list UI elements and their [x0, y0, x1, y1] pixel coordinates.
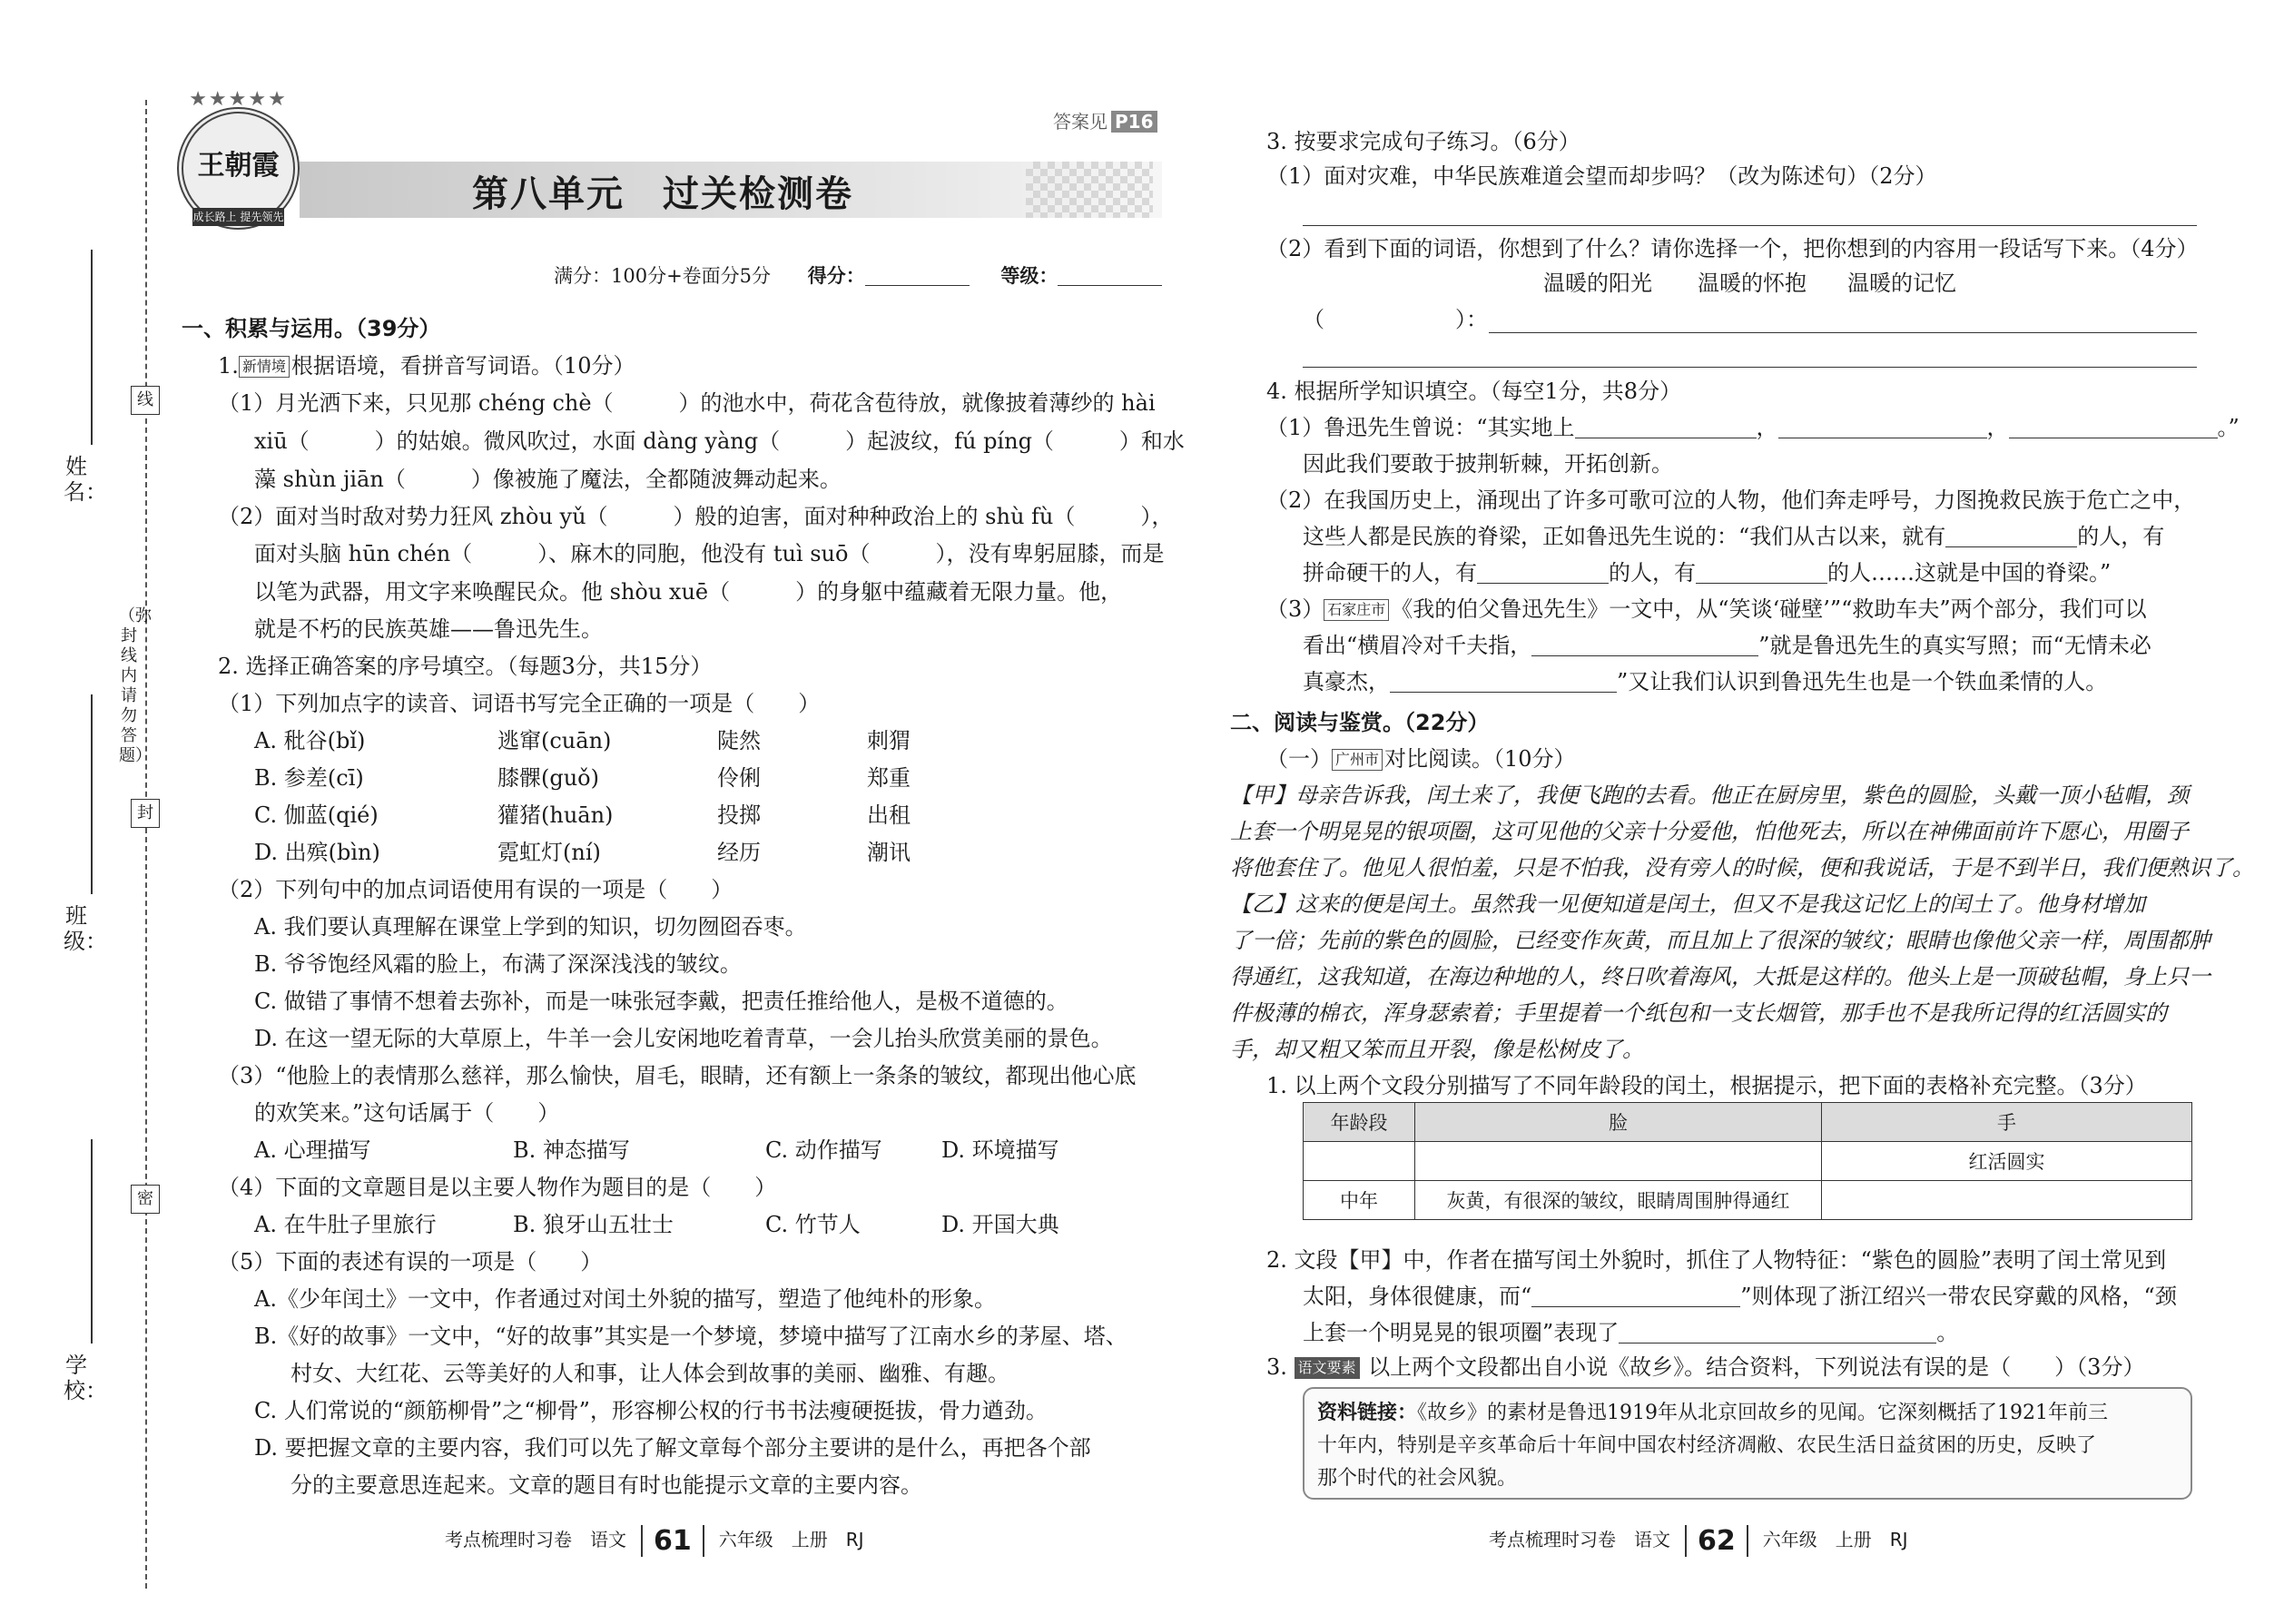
- class-label: 班级：: [64, 903, 107, 954]
- option-word: 逃窜(cuān): [497, 728, 612, 753]
- brand-logo: ★★★★★ 王朝霞 成长路上 提先领先: [177, 107, 300, 230]
- tag-badge: 广州市: [1332, 749, 1383, 771]
- question-line: 3. 语文要素 以上两个文段都出自小说《故乡》。结合资料，下列说法有误的是（ ）（3分）: [1266, 1354, 2145, 1380]
- option[interactable]: D. 在这一望无际的大草原上，牛羊一会儿安闲地吃着青草，一会儿抬头欣赏美丽的景色。: [254, 1026, 1113, 1051]
- question-3: 3. 按要求完成句子练习。（6分）: [1266, 129, 1580, 154]
- option-word: 刺猬: [867, 728, 911, 753]
- question-line: （1）下列加点字的读音、词语书写完全正确的一项是（ ）: [218, 691, 821, 716]
- answer-line[interactable]: [1303, 225, 2197, 226]
- seal-line: [145, 100, 147, 1589]
- section-heading: 一、积累与运用。（39分）: [182, 316, 441, 341]
- question-line: （4）下面的文章题目是以主要人物作为题目的是（ ）: [218, 1175, 777, 1200]
- section-heading: 二、阅读与鉴赏。（22分）: [1230, 710, 1490, 735]
- page-footer-right: 考点梳理时习卷 语文 62 六年级 上册 RJ: [1489, 1525, 1908, 1557]
- question-line: （2）下列句中的加点词语使用有误的一项是（ ）: [218, 877, 733, 902]
- answer-line[interactable]: [1303, 367, 2197, 368]
- option-word: 伶俐: [717, 765, 761, 791]
- passage-line: 将他套住了。他见人很怕羞，只是不怕我，没有旁人的时候，便和我说话，于是不到半日，我们便熟识了。: [1230, 855, 2254, 881]
- question-line: 面对头脑 hūn chén（ ）、麻木的同胞，他没有 tuì suō（ ），没有卑躬屈膝，而是: [254, 541, 1165, 566]
- table-cell[interactable]: [1822, 1181, 2192, 1220]
- option[interactable]: B. 狼牙山五壮士: [513, 1212, 674, 1237]
- question-4: 4. 根据所学知识填空。（每空1分，共8分）: [1266, 379, 1682, 404]
- question-line: （2）看到下面的词语，你想到了什么？请你选择一个，把你想到的内容用一段话写下来。（4分）: [1266, 236, 2199, 261]
- option[interactable]: A. 我们要认真理解在课堂上学到的知识，切勿囫囵吞枣。: [254, 914, 807, 940]
- fill-blank[interactable]: [1575, 416, 1757, 438]
- question-line: （2）在我国历史上，涌现出了许多可歌可泣的人物，他们奔走呼号，力图挽救民族于危亡之中，: [1266, 487, 2196, 513]
- resource-line: 十年内，特别是辛亥革命后十年间中国农村经济凋敝、农民生活日益贫困的历史，反映了: [1317, 1434, 2097, 1457]
- question-line: （1）月光洒下来，只见那 chéng chè（ ）的池水中，荷花含苞待放，就像披着薄纱的 hài: [218, 390, 1156, 416]
- fill-blank[interactable]: [1619, 1321, 1936, 1343]
- question-line: 因此我们要敢于披荆斩棘，开拓创新。: [1303, 451, 1673, 477]
- passage-line: 手，却又粗又笨而且开裂，像是松树皮了。: [1230, 1037, 1644, 1062]
- page-number: 62: [1685, 1525, 1748, 1557]
- fill-blank[interactable]: [1945, 525, 2077, 547]
- table-header: 脸: [1415, 1103, 1822, 1142]
- question-line: （5）下面的表述有误的一项是（ ）: [218, 1249, 603, 1275]
- question-line: 的欢笑来。”这句话属于（ ）: [254, 1100, 560, 1126]
- option[interactable]: C. 做错了事情不想着去弥补，而是一味张冠李戴，把责任推给他人，是极不道德的。: [254, 989, 1068, 1014]
- question-line: 真豪杰， ”又让我们认识到鲁迅先生也是一个铁血柔情的人。: [1303, 669, 2108, 694]
- table-header: 手: [1822, 1103, 2192, 1142]
- passage-line: 【乙】这来的便是闰土。虽然我一见便知道是闰土，但又不是我这记忆上的闰土了。他身材增加: [1230, 891, 2145, 917]
- table-cell[interactable]: [1304, 1142, 1415, 1181]
- passage-line: 【甲】母亲告诉我，闰土来了，我便飞跑的去看。他正在厨房里，紫色的圆脸，头戴一顶小毡帽，颈: [1230, 782, 2189, 808]
- fill-blank[interactable]: [1696, 561, 1827, 584]
- question-line: 以笔为武器，用文字来唤醒民众。他 shòu xuē（ ）的身躯中蕴藏着无限力量。他，: [254, 579, 1123, 605]
- option-word: 投掷: [717, 802, 761, 828]
- table-cell: 中年: [1304, 1181, 1415, 1220]
- option-word: 獾猪(huān): [497, 802, 614, 828]
- question-line: 拼命硬干的人，有 的人，有 的人……这就是中国的脊梁。”: [1303, 560, 2112, 586]
- resource-box: [1303, 1387, 2192, 1500]
- question-line: xiū（ ）的姑娘。微风吹过，水面 dàng yàng（ ）起波纹，fú píng（ ）和水: [254, 428, 1185, 454]
- grade-field[interactable]: [1058, 263, 1162, 286]
- decor-pattern: [1026, 162, 1153, 218]
- word-option: 温暖的阳光: [1543, 271, 1652, 296]
- fill-blank[interactable]: [1531, 1284, 1740, 1307]
- question-line: 太阳，身体很健康，而“ ”则体现了浙江绍兴一带农民穿戴的风格，“颈: [1303, 1284, 2177, 1309]
- score-info: 满分：100分+卷面分5分 得分： 等级：: [554, 261, 1162, 290]
- question-line: 2. 文段【甲】中，作者在描写闰土外貌时，抓住了人物特征：“紫色的圆脸”表明了闰土常见到: [1266, 1247, 2167, 1273]
- fill-blank[interactable]: [1477, 561, 1609, 584]
- word-option: 温暖的怀抱: [1698, 271, 1807, 296]
- table-row: [1304, 1142, 2192, 1181]
- tag-badge: 石家庄市: [1324, 599, 1389, 621]
- seal-word: 线: [131, 386, 160, 415]
- passage-line: 件极薄的棉衣，浑身瑟索着；手里提着一个纸包和一支长烟管，那手也不是我所记得的红活圆实的: [1230, 1000, 2167, 1026]
- question-line: 上套一个明晃晃的银项圈”表现了 。: [1303, 1320, 1959, 1345]
- reading-part: （一） 广州市 对比阅读。（10分）: [1266, 746, 1576, 772]
- school-label: 学校：: [64, 1353, 107, 1403]
- passage-line: 得通红，这我知道，在海边种地的人，终日吹着海风，大抵是这样的。他头上是一顶破毡帽，身上只一: [1230, 964, 2210, 989]
- option[interactable]: B. 神态描写: [513, 1137, 630, 1163]
- option-word: 经历: [717, 840, 761, 865]
- table-header: 年龄段: [1304, 1103, 1415, 1142]
- option[interactable]: D. 出殡(bìn): [254, 840, 380, 865]
- question-line: （1）鲁迅先生曾说：“其实地上 ， ， 。”: [1266, 415, 2240, 440]
- seal-word: 密: [131, 1185, 160, 1214]
- option[interactable]: A. 心理描写: [254, 1137, 371, 1163]
- question-line: （2）面对当时敌对势力狂风 zhòu yǔ（ ）般的迫害，面对种种政治上的 shù fù（ ），: [218, 504, 1174, 529]
- option-word: 陡然: [717, 728, 761, 753]
- tag-badge: 语文要素: [1295, 1357, 1360, 1379]
- option[interactable]: B. 参差(cī): [254, 765, 364, 791]
- name-label: 姓名：: [64, 454, 107, 505]
- option-word: 霓虹灯(ní): [497, 840, 601, 865]
- option[interactable]: B.《好的故事》一文中，“好的故事”其实是一个梦境，梦境中描写了江南水乡的茅屋、塔、: [254, 1324, 1127, 1349]
- table-cell: 红活圆实: [1822, 1142, 2192, 1181]
- paren-label: （ ）：: [1303, 307, 1488, 332]
- passage-line: 上套一个明晃晃的银项圈，这可见他的父亲十分爱他，怕他死去，所以在神佛面前许下愿心，用圈子: [1230, 819, 2189, 844]
- option-cont: 分的主要意思连起来。文章的题目有时也能提示文章的主要内容。: [290, 1472, 922, 1498]
- table-cell: 灰黄，有很深的皱纹，眼睛周围肿得通红: [1415, 1181, 1822, 1220]
- option-word: 郑重: [867, 765, 911, 791]
- page-number: 61: [641, 1525, 704, 1557]
- option[interactable]: D. 要把握文章的主要内容，我们可以先了解文章每个部分主要讲的是什么，再把各个部: [254, 1435, 1091, 1461]
- table-row: [1304, 1181, 2192, 1220]
- option[interactable]: C. 伽蓝(qié): [254, 802, 379, 828]
- option[interactable]: A. 秕谷(bǐ): [254, 728, 366, 753]
- option[interactable]: C. 动作描写: [765, 1137, 882, 1163]
- option[interactable]: A.《少年闰土》一文中，作者通过对闰土外貌的描写，塑造了他纯朴的形象。: [254, 1286, 996, 1312]
- class-field[interactable]: [91, 694, 93, 894]
- name-field[interactable]: [91, 250, 93, 445]
- score-field[interactable]: [865, 263, 970, 286]
- page-title: 第八单元 过关检测卷: [472, 173, 853, 215]
- option-cont: 村女、大红花、云等美好的人和事，让人体会到故事的美丽、幽雅、有趣。: [290, 1361, 1009, 1386]
- fill-blank[interactable]: [1390, 670, 1617, 693]
- page-footer-left: 考点梳理时习卷 语文 61 六年级 上册 RJ: [445, 1525, 864, 1557]
- fill-blank[interactable]: [1531, 634, 1758, 656]
- option[interactable]: D. 环境描写: [941, 1137, 1059, 1163]
- option[interactable]: D. 开国大典: [941, 1212, 1059, 1237]
- answer-reference: 答案见 P16: [1053, 107, 1157, 133]
- option[interactable]: C. 人们常说的“颜筋柳骨”之“柳骨”，形容柳公权的行书书法瘦硬挺拔，骨力遒劲。: [254, 1398, 1048, 1423]
- seal-word: 封: [131, 799, 160, 828]
- option[interactable]: C. 竹节人: [765, 1212, 861, 1237]
- resource-line: 资料链接：《故乡》的素材是鲁迅1919年从北京回故乡的见闻。它深刻概括了1921年前三: [1317, 1401, 2108, 1424]
- fill-blank[interactable]: [1778, 416, 1987, 438]
- fill-table: [1303, 1102, 2192, 1220]
- question-line: （3） 石家庄市 《我的伯父鲁迅先生》一文中，从“笑谈‘碰壁’”“救助车夫”两个部分，我们可以: [1266, 596, 2147, 622]
- question-line: 1. 以上两个文段分别描写了不同年龄段的闰土，根据提示，把下面的表格补充完整。（3分）: [1266, 1073, 2147, 1098]
- question-line: 藻 shùn jiān（ ）像被施了魔法，全都随波舞动起来。: [254, 467, 842, 492]
- answer-line[interactable]: [1489, 332, 2197, 333]
- question-2: 2. 选择正确答案的序号填空。（每题3分，共15分）: [218, 654, 713, 679]
- table-cell[interactable]: [1415, 1142, 1822, 1181]
- question-1: 1. 新情境 根据语境，看拼音写词语。（10分）: [218, 353, 635, 379]
- passage-line: 了一倍；先前的紫色的圆脸，已经变作灰黄，而且加上了很深的皱纹；眼睛也像他父亲一样，周围都肿: [1230, 928, 2210, 953]
- question-line: 看出“横眉冷对千夫指， ”就是鲁迅先生的真实写照；而“无情未必: [1303, 633, 2151, 658]
- tag-badge: 新情境: [239, 356, 290, 378]
- word-option: 温暖的记忆: [1847, 271, 1956, 296]
- resource-line: 那个时代的社会风貌。: [1317, 1467, 1518, 1490]
- option-word: 出租: [867, 802, 911, 828]
- seal-note: （弥封线内请勿答题）: [119, 606, 152, 765]
- option-word: 潮讯: [867, 840, 911, 865]
- question-line: 就是不朽的民族英雄——鲁迅先生。: [254, 616, 603, 642]
- option[interactable]: A. 在牛肚子里旅行: [254, 1212, 437, 1237]
- question-line: （3）“他脸上的表情那么慈祥，那么愉快，眉毛，眼睛，还有额上一条条的皱纹，都现出他心底: [218, 1063, 1137, 1088]
- option[interactable]: B. 爷爷饱经风霜的脸上，布满了深深浅浅的皱纹。: [254, 951, 742, 977]
- stars-icon: ★★★★★: [189, 88, 288, 111]
- fill-blank[interactable]: [2009, 416, 2218, 438]
- option-word: 膝髁(guǒ): [497, 765, 599, 791]
- school-field[interactable]: [91, 1139, 93, 1343]
- question-line: 这些人都是民族的脊梁，正如鲁迅先生说的：“我们从古以来，就有 的人，有: [1303, 524, 2165, 549]
- question-line: （1）面对灾难，中华民族难道会望而却步吗？（改为陈述句）（2分）: [1266, 163, 1937, 189]
